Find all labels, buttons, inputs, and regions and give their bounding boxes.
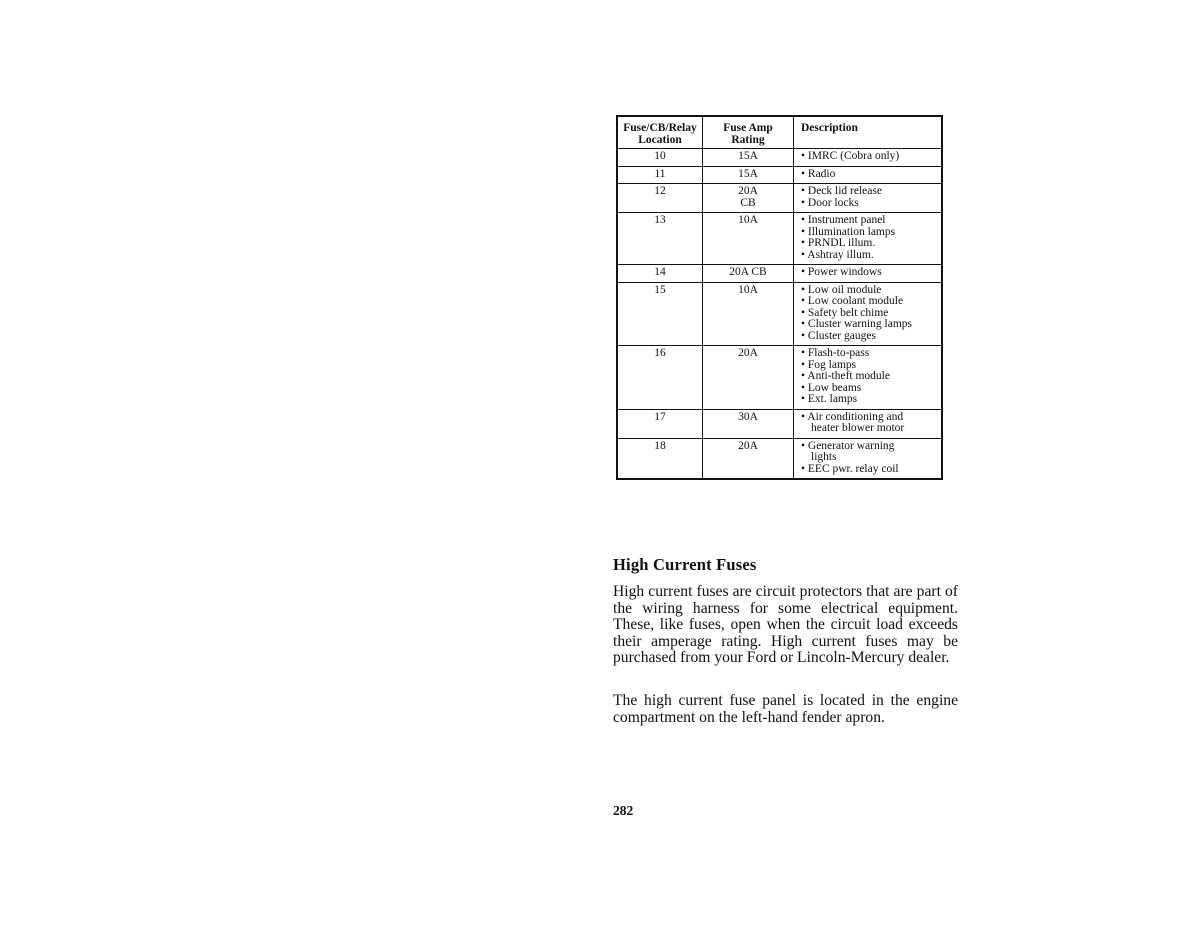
fuse-location-cell: 12 [617, 184, 703, 213]
fuse-rating-line: 20A [738, 439, 758, 452]
fuse-description-line: • Ext. lamps [801, 393, 858, 405]
table-body [617, 149, 942, 480]
fuse-description-line: • Low oil module [801, 283, 882, 296]
fuse-location-cell: 13 [617, 213, 703, 265]
fuse-location-cell: 18 [617, 438, 703, 479]
fuse-rating-line: 20A [738, 347, 758, 359]
fuse-rating-line: 10A [738, 214, 758, 226]
fuse-rating-line: 20A [738, 185, 758, 197]
fuse-location-cell: 16 [617, 346, 703, 410]
fuse-description-line: • Air conditioning and [801, 410, 904, 423]
fuse-description-cell [794, 184, 943, 213]
fuse-description-line: • Generator warning [801, 439, 895, 452]
fuse-description-cell [794, 282, 943, 346]
table-row [617, 149, 942, 167]
fuse-rating-line: CB [740, 196, 756, 209]
fuse-description-cell [794, 213, 943, 265]
section-title: High Current Fuses [613, 555, 757, 574]
table-row [617, 438, 942, 479]
table-row [617, 409, 942, 438]
fuse-location-cell: 10 [617, 149, 703, 167]
table-row [617, 166, 942, 184]
paragraph-high-current-fuses: High current fuses are circuit protectors that are part of the wiring harness for some electrical equipment. These, like fuses, open when the circuit load exceeds their amperage rating. High current fuses may be purchased from your Ford or Lincoln-Mercury dealer. [613, 583, 958, 667]
paragraph-fuse-panel-location: The high current fuse panel is located in the engine compartment on the left-hand fender apron. [613, 692, 958, 726]
table-header-row [617, 116, 942, 149]
header-location-line: Location [638, 133, 682, 146]
table-row [617, 213, 942, 265]
fuse-table [616, 115, 943, 480]
fuse-description-line: • Fog lamps [801, 358, 857, 371]
table-row [617, 265, 942, 283]
fuse-location-cell: 14 [617, 265, 703, 283]
fuse-description-line: • Ashtray illum. [801, 248, 874, 261]
fuse-description-line: • Radio [801, 167, 836, 180]
fuse-rating-cell [703, 166, 794, 184]
fuse-description-cell [794, 409, 943, 438]
table-row [617, 346, 942, 410]
fuse-description-cell [794, 346, 943, 410]
fuse-rating-cell [703, 438, 794, 479]
fuse-description-line: • PRNDL illum. [801, 237, 876, 249]
table-row [617, 184, 942, 213]
fuse-rating-cell [703, 265, 794, 283]
fuse-rating-line: 15A [738, 167, 758, 180]
fuse-rating-line: 15A [738, 150, 758, 162]
fuse-description-line: • Low coolant module [801, 295, 904, 307]
fuse-description-line: • Cluster gauges [801, 329, 876, 342]
fuse-description-cell [794, 166, 943, 184]
fuse-location-cell: 17 [617, 409, 703, 438]
fuse-rating-cell [703, 282, 794, 346]
fuse-rating-line: 20A CB [729, 266, 767, 278]
fuse-description-line: • Flash-to-pass [801, 347, 870, 359]
header-rating [703, 116, 794, 149]
header-location-line: Fuse/CB/Relay [623, 122, 697, 134]
fuse-rating-line: 30A [738, 410, 758, 423]
header-location [617, 116, 703, 149]
fuse-description-cell [794, 149, 943, 167]
fuse-description-cell [794, 265, 943, 283]
fuse-description-cell [794, 438, 943, 479]
fuse-rating-line: 10A [738, 283, 758, 296]
fuse-description-line: • Cluster warning lamps [801, 318, 913, 330]
fuse-description-line: lights [811, 451, 837, 463]
fuse-location-cell: 11 [617, 166, 703, 184]
header-rating-line: Fuse Amp [723, 122, 773, 134]
fuse-rating-cell [703, 184, 794, 213]
fuse-description-line: • Illumination lamps [801, 225, 896, 238]
table-row [617, 282, 942, 346]
fuse-rating-cell [703, 213, 794, 265]
fuse-description-line: • Instrument panel [801, 214, 886, 226]
page-number: 282 [613, 803, 634, 818]
fuse-description-line: • EEC pwr. relay coil [801, 462, 899, 475]
fuse-description-line: • IMRC (Cobra only) [801, 150, 900, 162]
fuse-description-line: heater blower motor [811, 422, 905, 434]
fuse-description-line: • Anti-theft module [801, 370, 890, 382]
fuse-description-line: • Safety belt chime [801, 306, 889, 319]
fuse-description-line: • Low beams [801, 381, 862, 394]
fuse-description-line: • Deck lid release [801, 185, 882, 197]
fuse-rating-cell [703, 409, 794, 438]
fuse-description-line: • Door locks [801, 196, 859, 209]
header-description [794, 116, 943, 149]
header-description-line: Description [801, 122, 858, 134]
fuse-rating-cell [703, 346, 794, 410]
header-rating-line: Rating [731, 133, 765, 146]
fuse-rating-cell [703, 149, 794, 167]
fuse-description-line: • Power windows [801, 266, 882, 278]
fuse-location-cell: 15 [617, 282, 703, 346]
